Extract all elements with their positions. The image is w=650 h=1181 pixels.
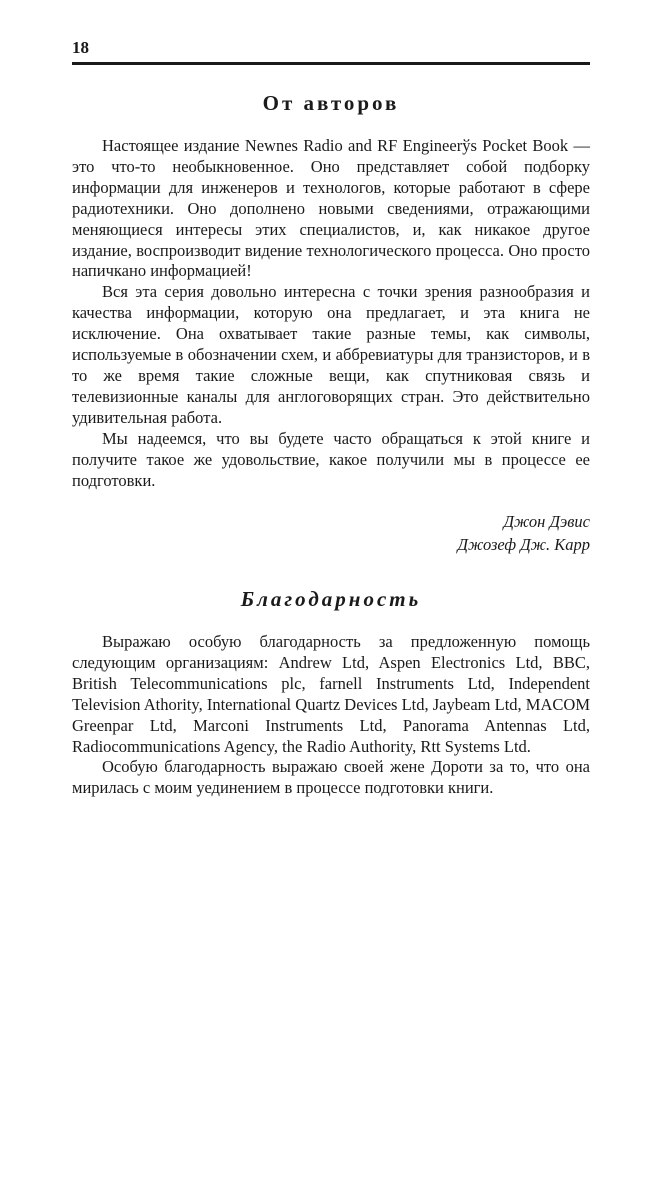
thanks-section-title: Благодарность bbox=[240, 587, 422, 611]
header-rule bbox=[72, 62, 590, 65]
thanks-paragraph-2: Особую благодарность выражаю своей жене Дороти за то, что она мирилась с моим уединением в процессе подготовки книги. bbox=[72, 757, 590, 798]
signature-john-davis: Джон Дэвис bbox=[503, 512, 590, 531]
author-signatures bbox=[72, 510, 590, 556]
authors-section-title: От авторов bbox=[262, 91, 400, 115]
authors-paragraph-2: Вся эта серия довольно интересна с точки зрения разнообразия и качества информации, которую она предлагает, и эта книга не исключение. Она охватывает такие разные темы, как символы, используемые в обозначении схем, и аббревиатуры для транзисторов, и в то же время такие сложные вещи, как спутниковая связь и телевизионные каналы для англоговорящих стран. Это действительно удивительная работа. bbox=[72, 282, 590, 427]
thanks-paragraph-1: Выражаю особую благодарность за предложенную помощь следующим организациям: Andrew Ltd, Aspen Electronics Ltd, BBC, British Telecommunications plc, farnell Instruments Ltd, Independent Television Athority, International Quartz Devices Ltd, Jaybeam Ltd, MACOM Greenpar Ltd, Marconi Instruments Ltd, Panorama Antennas Ltd, Radiocommunications Agency, the Radio Authority, Rtt Systems Ltd. bbox=[72, 632, 590, 756]
signature-joseph-carr: Джозеф Дж. Карр bbox=[457, 535, 590, 554]
authors-paragraph-3: Мы надеемся, что вы будете часто обращаться к этой книге и получите такое же удовольствие, какое получили мы в процессе ее подготовки. bbox=[72, 428, 590, 490]
thanks-section-body bbox=[72, 632, 590, 799]
authors-section-body bbox=[72, 136, 590, 491]
authors-paragraph-1: Настоящее издание Newnes Radio and RF Engineerўs Pocket Book — это что-то необыкновенное. Оно представляет собой подборку информации для инженеров и технологов, которые работают в сфере радиотехники. Оно дополнено новыми сведениями, отражающими меняющиеся интересы этих специалистов, и, как никакое другое издание, воспроизводит видение технологического процесса. Оно просто напичкано информацией! bbox=[72, 136, 590, 281]
page-number: 18 bbox=[72, 38, 89, 57]
